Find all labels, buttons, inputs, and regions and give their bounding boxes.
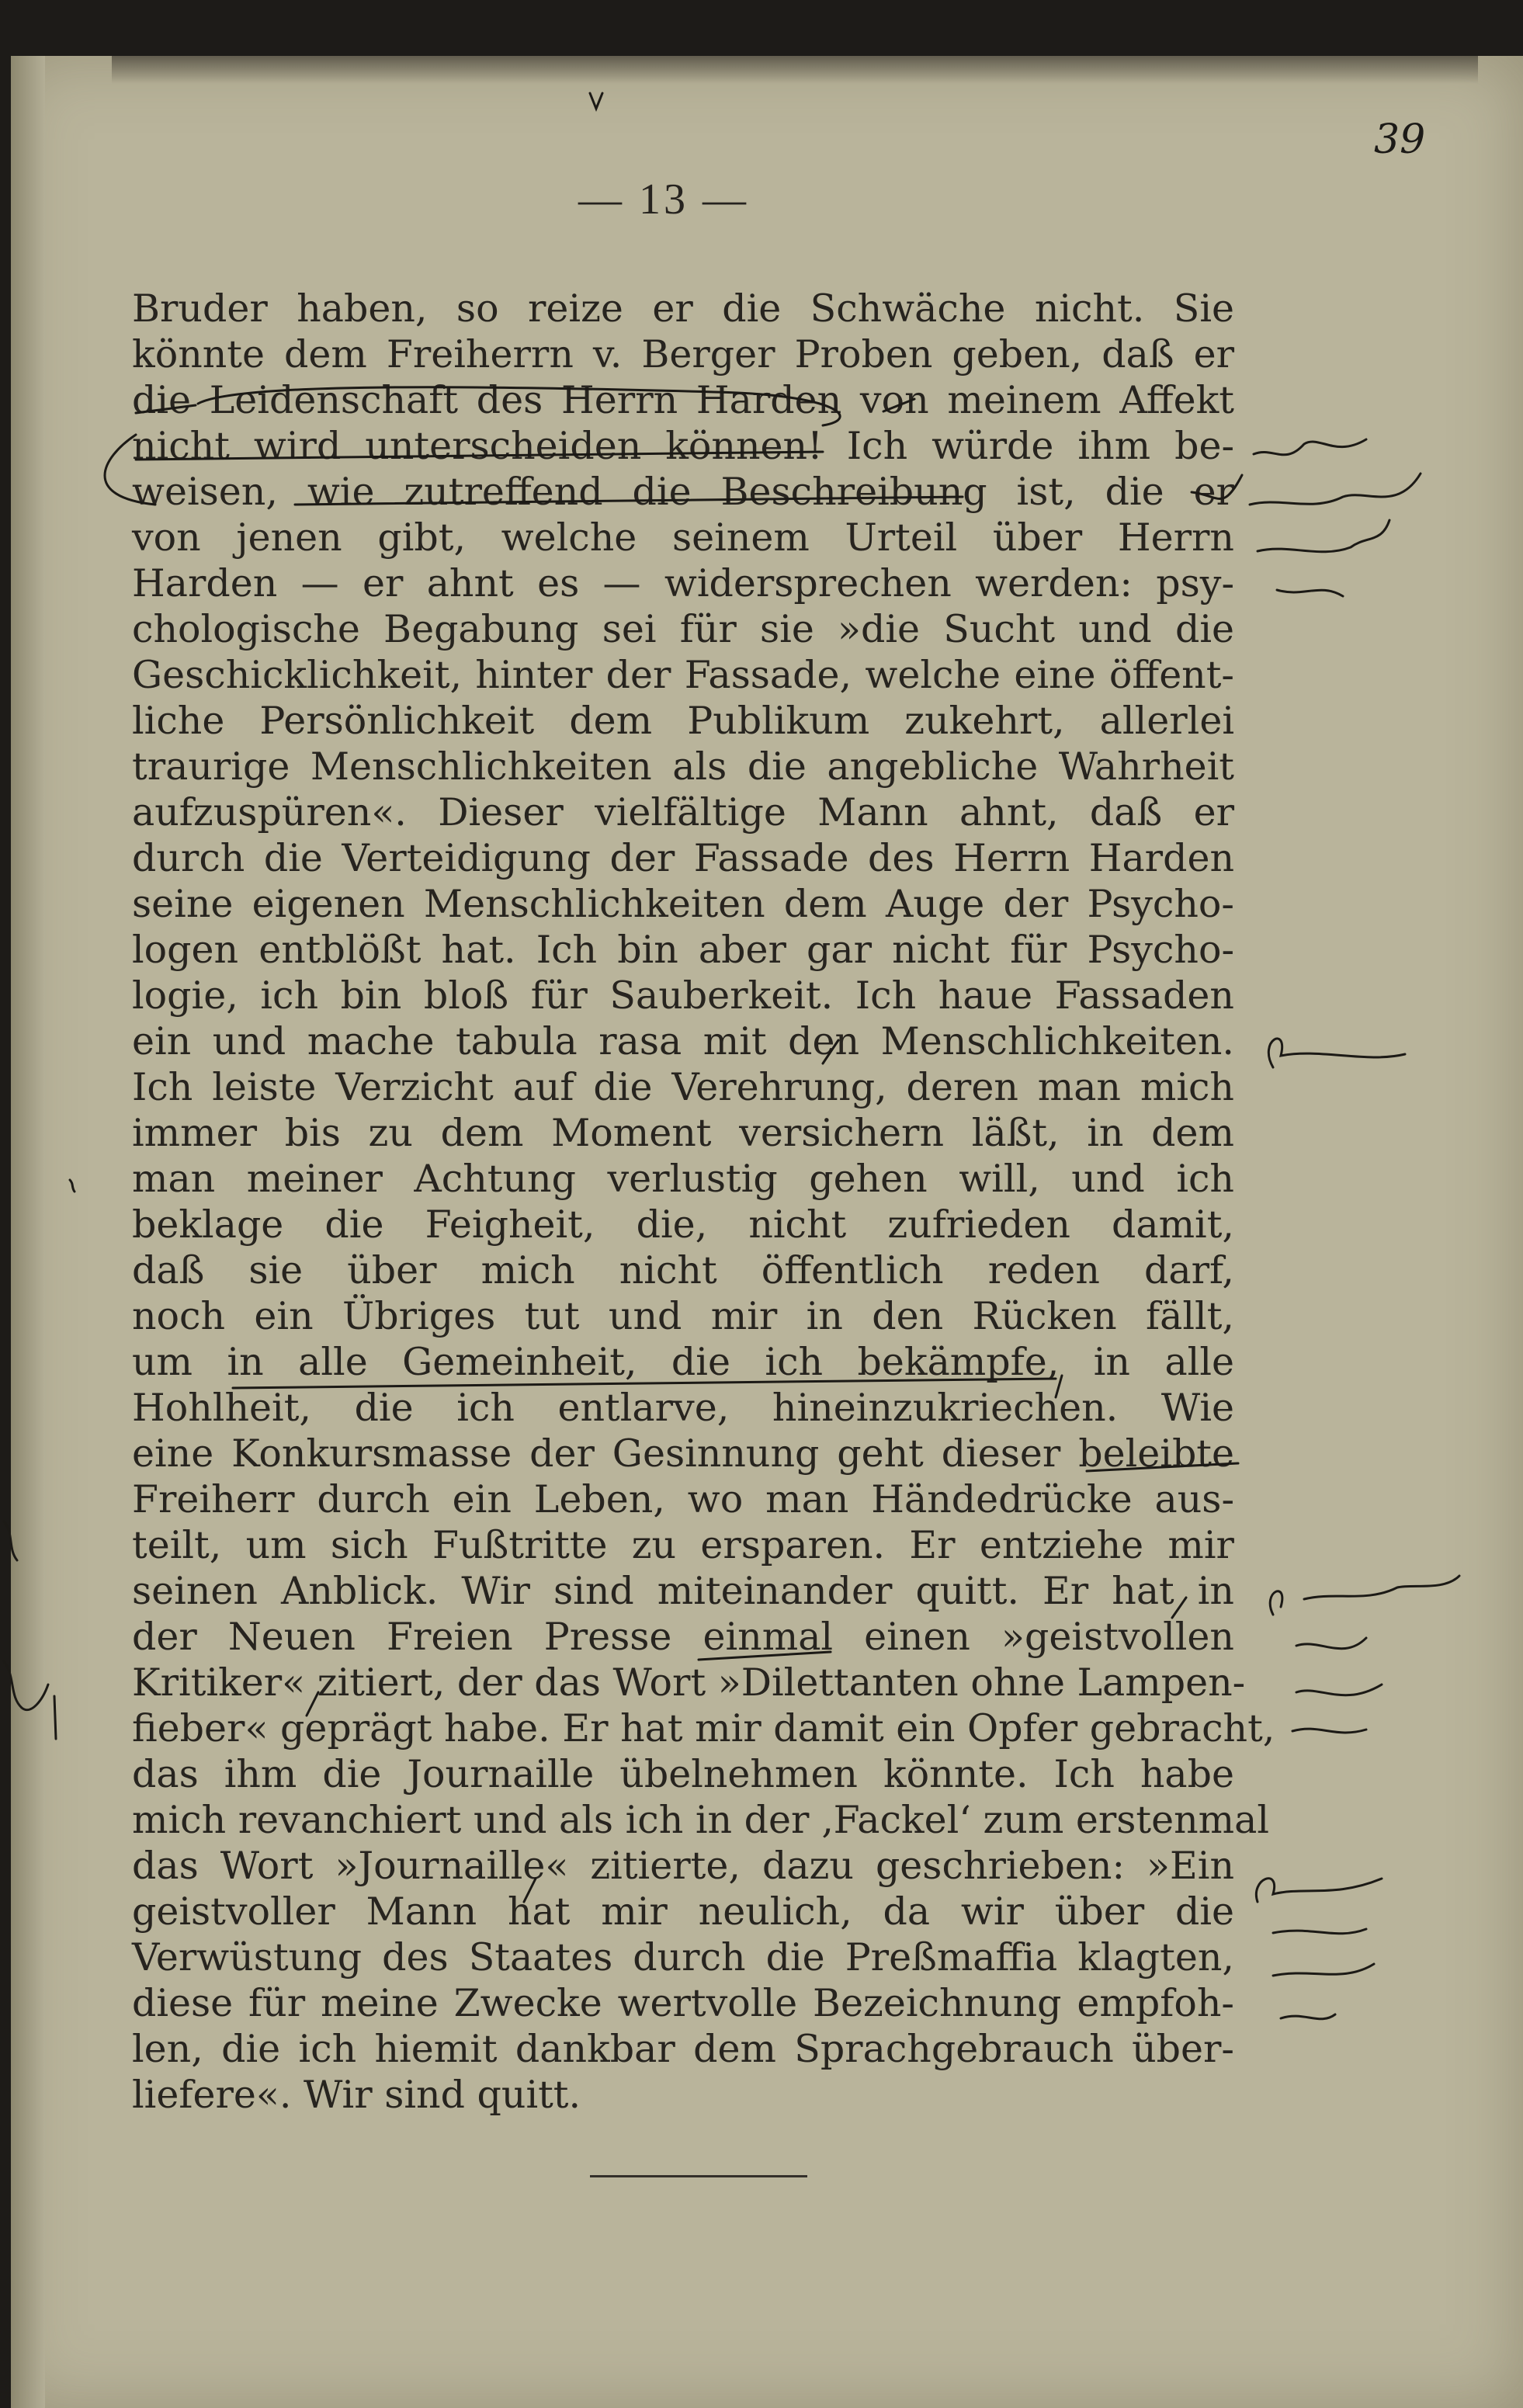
text-line: liefere«. Wir sind quitt. bbox=[132, 2073, 581, 2117]
text-line: immer bis zu dem Moment versichern läßt, in dem bbox=[132, 1111, 1234, 1155]
text-line: teilt, um sich Fußtritte zu ersparen. Er entziehe mir bbox=[132, 1523, 1234, 1567]
text-line: liche Persönlichkeit dem Publikum zukehrt, allerlei bbox=[132, 699, 1234, 743]
text-line: Harden — er ahnt es — widersprechen werden: psy- bbox=[132, 561, 1234, 605]
text-line: Ich leiste Verzicht auf die Verehrung, deren man mich bbox=[132, 1065, 1234, 1109]
end-rule bbox=[590, 2175, 807, 2177]
text-line: chologische Begabung sei für sie »die Sucht und die bbox=[132, 607, 1234, 651]
folio-number: 39 bbox=[1374, 116, 1426, 163]
text-line: um in alle Gemeinheit, die ich bekämpfe, in alle bbox=[132, 1340, 1234, 1384]
text-line: Verwüstung des Staates durch die Preßmaffia klagten, bbox=[132, 1935, 1234, 1979]
text-line: weisen, wie zutreffend die Beschreibung ist, die er bbox=[132, 470, 1234, 514]
text-line: das ihm die Journaille übelnehmen könnte. Ich habe bbox=[132, 1752, 1234, 1796]
text-line: Geschicklichkeit, hinter der Fassade, welche eine öffent- bbox=[132, 653, 1234, 697]
page-number: — 13 — bbox=[578, 175, 749, 224]
text-line: Freiherr durch ein Leben, wo man Händedrücke aus- bbox=[132, 1477, 1234, 1521]
text-line: von jenen gibt, welche seinem Urteil über Herrn bbox=[132, 515, 1234, 560]
text-line: seinen Anblick. Wir sind miteinander quitt. Er hat in bbox=[132, 1569, 1234, 1613]
text-line: eine Konkursmasse der Gesinnung geht dieser beleibte bbox=[132, 1431, 1234, 1476]
text-line: ein und mache tabula rasa mit den Menschlichkeiten. bbox=[132, 1019, 1234, 1063]
text-line: man meiner Achtung verlustig gehen will, und ich bbox=[132, 1157, 1234, 1201]
text-line: noch ein Übriges tut und mir in den Rücken fällt, bbox=[132, 1294, 1234, 1338]
body-text bbox=[132, 286, 1275, 2118]
page-gutter bbox=[11, 56, 45, 2408]
text-line: Bruder haben, so reize er die Schwäche nicht. Sie bbox=[132, 286, 1234, 331]
text-line: geistvoller Mann hat mir neulich, da wir über die bbox=[132, 1889, 1234, 1934]
text-line: der Neuen Freien Presse einmal einen »geistvollen bbox=[132, 1615, 1234, 1659]
text-line: fieber« geprägt habe. Er hat mir damit ein Opfer gebracht, bbox=[132, 1706, 1275, 1750]
text-line: traurige Menschlichkeiten als die angebliche Wahrheit bbox=[132, 744, 1234, 789]
text-line: die Leidenschaft des Herrn Harden von meinem Affekt bbox=[132, 378, 1234, 422]
text-line: logie, ich bin bloß für Sauberkeit. Ich haue Fassaden bbox=[132, 973, 1234, 1018]
text-line: daß sie über mich nicht öffentlich reden darf, bbox=[132, 1248, 1234, 1292]
text-line: logen entblößt hat. Ich bin aber gar nicht für Psycho- bbox=[132, 928, 1234, 972]
text-line: Hohlheit, die ich entlarve, hineinzukriechen. Wie bbox=[132, 1386, 1234, 1430]
text-line: len, die ich hiemit dankbar dem Sprachgebrauch über- bbox=[132, 2027, 1234, 2071]
text-line: mich revanchiert und als ich in der ‚Fackel‘ zum erstenmal bbox=[132, 1798, 1270, 1842]
text-line: das Wort »Journaille« zitierte, dazu geschrieben: »Ein bbox=[132, 1844, 1234, 1888]
text-line: Kritiker« zitiert, der das Wort »Dilettanten ohne Lampen- bbox=[132, 1660, 1246, 1705]
text-line: durch die Verteidigung der Fassade des Herrn Harden bbox=[132, 836, 1234, 880]
text-line: beklage die Feigheit, die, nicht zufrieden damit, bbox=[132, 1202, 1234, 1247]
text-line: diese für meine Zwecke wertvolle Bezeichnung empfoh- bbox=[132, 1981, 1234, 2025]
text-line: nicht wird unterscheiden können! Ich würde ihm be- bbox=[132, 424, 1234, 468]
text-line: seine eigenen Menschlichkeiten dem Auge der Psycho- bbox=[132, 882, 1234, 926]
page-shadow bbox=[112, 56, 1478, 84]
text-line: könnte dem Freiherrn v. Berger Proben geben, daß er bbox=[132, 332, 1234, 376]
text-line: aufzuspüren«. Dieser vielfältige Mann ahnt, daß er bbox=[132, 790, 1234, 834]
